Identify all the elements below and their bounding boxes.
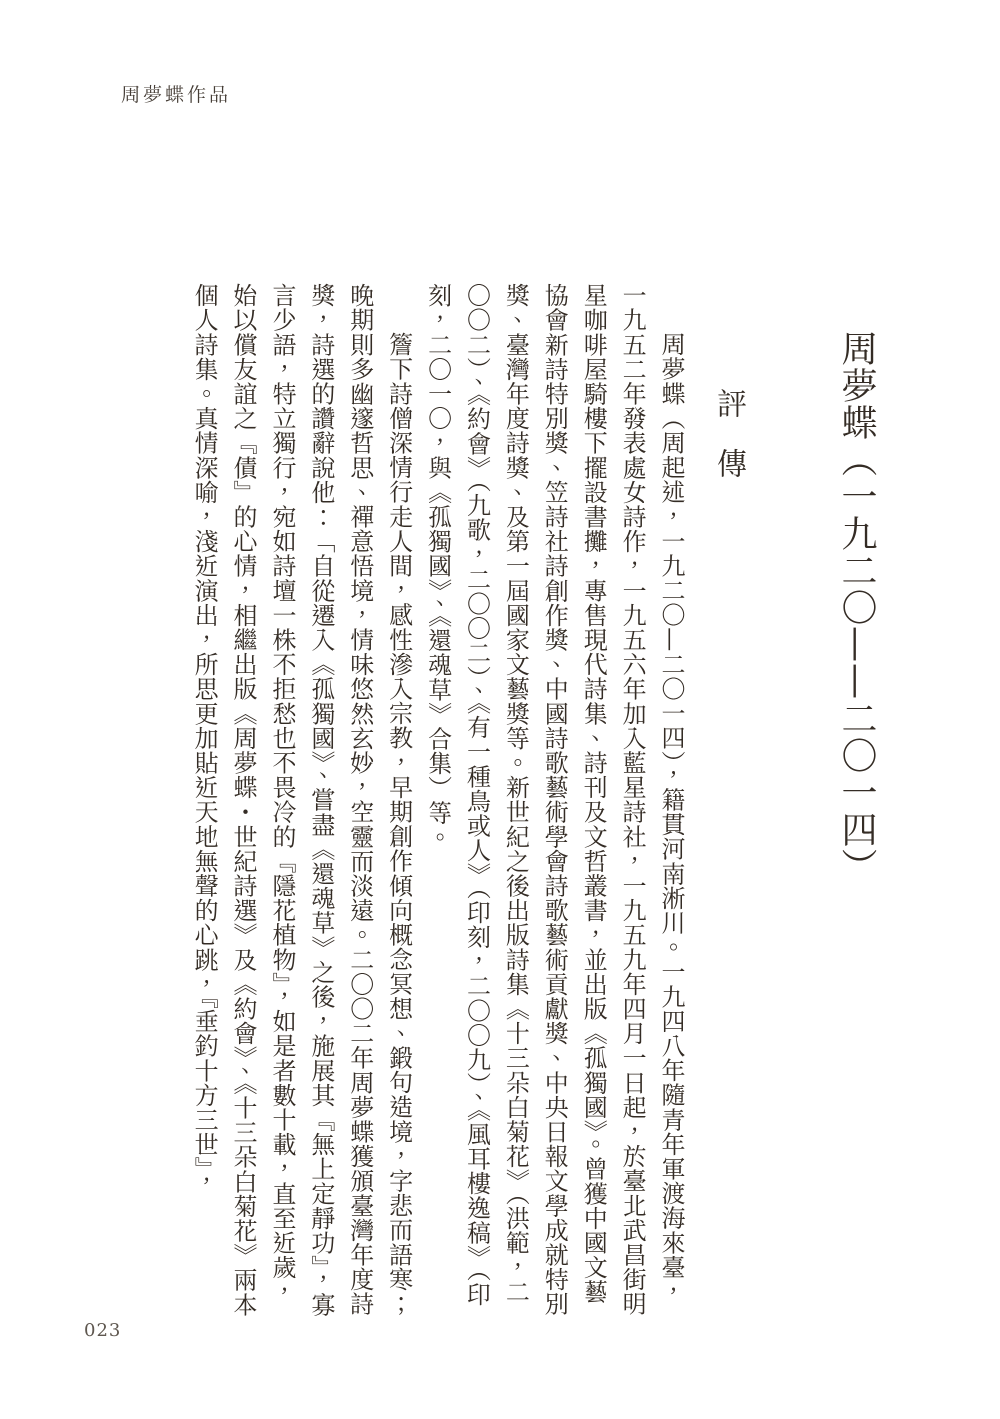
chapter-title: 周夢蝶（一九二〇——二〇一四） — [836, 330, 877, 885]
body-text — [178, 283, 690, 1318]
body-paragraph: 簷下詩僧深情行走人間，感性滲入宗教，早期創作傾向概念冥想、鍛句造境，字悲而語寒；晚期則多幽邃哲思、禪意悟境，情味悠然玄妙，空靈而淡遠。二〇〇二年周夢蝶獲頒臺灣年度詩獎，詩選的讚辭說他：「自從遷入《孤獨國》、嘗盡《還魂草》之後，施展其『無上定靜功』，寡言少語，特立獨行，宛如詩壇一株不拒愁也不畏冷的『隱花植物』，如是者數十載，直至近歲，始以償友誼之『債』的心情，相繼出版《周夢蝶・世紀詩選》及《約會》、《十三朵白菊花》兩本個人詩集。真情深喻，淺近演出，所思更加貼近天地無聲的心跳，『垂釣十方三世』， — [190, 283, 413, 1317]
running-header: 周夢蝶作品 — [121, 84, 232, 106]
page-number: 023 — [84, 1320, 122, 1341]
body-paragraph: 周夢蝶（周起述，一九二〇—二〇一四），籍貫河南淅川。一九四八年隨青年軍渡海來臺，一九五二年發表處女詩作，一九五六年加入藍星詩社，一九五九年四月一日起，於臺北武昌街明星咖啡屋騎樓下擺設書攤，專售現代詩集、詩刊及文哲叢書，並出版《孤獨國》。曾獲中國文藝協會新詩特別獎、笠詩社詩創作獎、中國詩歌藝術學會詩歌藝術貢獻獎、中央日報文學成就特別獎、臺灣年度詩獎、及第一屆國家文藝獎等。新世紀之後出版詩集《十三朵白菊花》（洪範，二〇〇二）、《約會》（九歌，二〇〇二）、《有一種鳥或人》（印刻，二〇〇九）、《風耳樓逸稿》（印刻，二〇一〇，與《孤獨國》、《還魂草》合集）等。 — [423, 283, 685, 1317]
section-subtitle: 評傳 — [711, 388, 746, 508]
